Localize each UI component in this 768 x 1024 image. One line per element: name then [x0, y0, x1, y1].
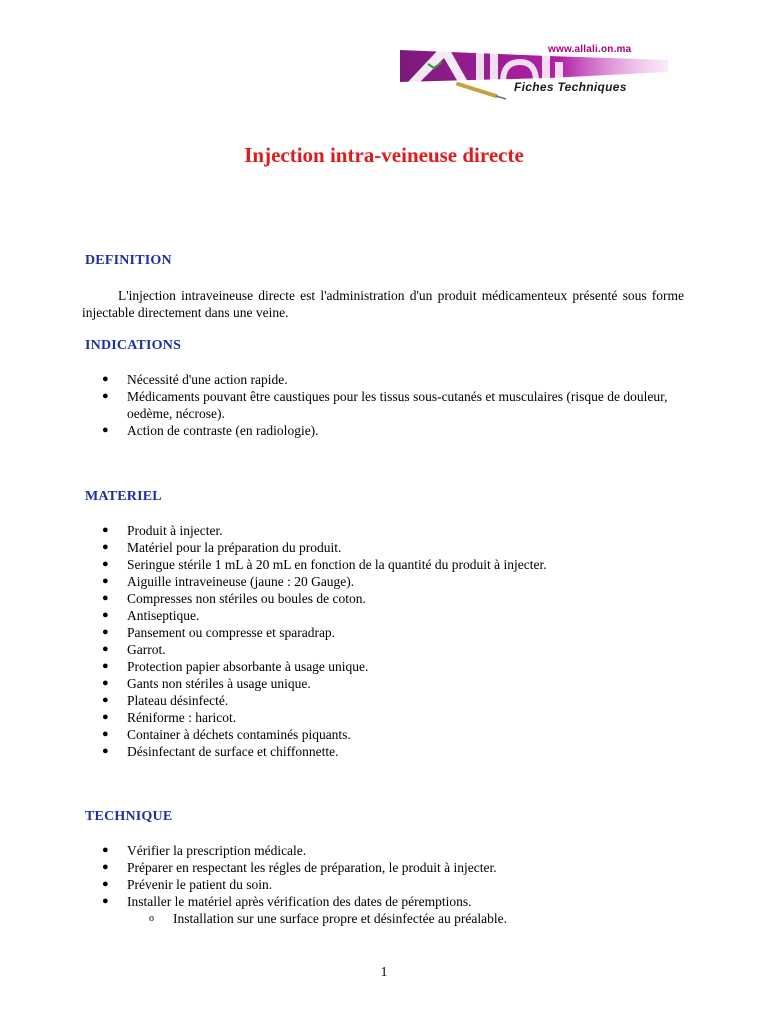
page-number: 1	[380, 964, 388, 979]
bullet-icon: ●	[102, 878, 109, 890]
list-item: ● Réniforme : haricot.	[102, 710, 237, 725]
list-item: ● Désinfectant de surface et chiffonnette.	[102, 744, 339, 759]
list-item: ● Vérifier la prescription médicale.	[102, 843, 307, 858]
list-item: ● Aiguille intraveineuse (jaune : 20 Gauge).	[102, 574, 355, 589]
list-item: ● Gants non stériles à usage unique.	[102, 676, 311, 691]
bullet-icon: ●	[102, 711, 109, 723]
list-item: ● Garrot.	[102, 642, 166, 657]
list-item: ● Compresses non stériles ou boules de coton.	[102, 591, 366, 606]
indications-list	[82, 371, 682, 439]
bullet-icon: ●	[102, 541, 109, 553]
bullet-icon: ●	[102, 861, 109, 873]
technique-heading: TECHNIQUE	[85, 809, 173, 824]
bullet-icon: ●	[102, 677, 109, 689]
technique-sublist	[82, 910, 682, 927]
bullet-icon: ●	[102, 424, 109, 436]
bullet-icon: ●	[102, 592, 109, 604]
definition-paragraph	[82, 287, 684, 321]
bullet-icon: ●	[102, 745, 109, 757]
list-item: ● Pansement ou compresse et sparadrap.	[102, 625, 336, 640]
bullet-icon: ●	[102, 390, 109, 402]
sub-list-item: o Installation sur une surface propre et désinfectée au préalable.	[149, 911, 507, 926]
list-item: ● Matériel pour la préparation du produit.	[102, 540, 342, 555]
bullet-icon: ●	[102, 844, 109, 856]
materiel-list	[82, 522, 682, 760]
bullet-icon: ●	[102, 694, 109, 706]
bullet-icon: ●	[102, 373, 109, 385]
list-item: ● Antiseptique.	[102, 608, 200, 623]
list-item: ● Médicaments pouvant être caustiques pour les tissus sous-cutanés et musculaires (risque de douleur, oedème, nécrose).	[102, 389, 668, 421]
materiel-heading: MATERIEL	[85, 489, 162, 504]
bullet-icon: ●	[102, 609, 109, 621]
circle-bullet-icon: o	[149, 913, 154, 924]
bullet-icon: ●	[102, 895, 109, 907]
list-item: ● Seringue stérile 1 mL à 20 mL en fonction de la quantité du produit à injecter.	[102, 557, 547, 572]
list-item: ● Container à déchets contaminés piquants.	[102, 727, 351, 742]
list-item: ● Plateau désinfecté.	[102, 693, 229, 708]
list-item: ● Action de contraste (en radiologie).	[102, 423, 319, 438]
list-item: ● Installer le matériel après vérification des dates de péremptions.	[102, 894, 472, 909]
technique-list	[82, 842, 682, 910]
bullet-icon: ●	[102, 728, 109, 740]
bullet-icon: ●	[102, 660, 109, 672]
list-item: ● Nécessité d'une action rapide.	[102, 372, 288, 387]
logo-tagline: Fiches Techniques	[514, 80, 627, 94]
list-item: ● Préparer en respectant les régles de préparation, le produit à injecter.	[102, 860, 497, 875]
document-title: Injection intra-veineuse directe	[244, 143, 524, 167]
list-item: ● Produit à injecter.	[102, 523, 223, 538]
definition-text: L'injection intraveineuse directe est l'administration d'un produit médicamenteux présenté sous forme injectable directement dans une veine.	[82, 288, 684, 320]
definition-heading: DEFINITION	[85, 253, 172, 268]
list-item: ● Prévenir le patient du soin.	[102, 877, 273, 892]
list-item: ● Protection papier absorbante à usage unique.	[102, 659, 369, 674]
logo-url[interactable]: www.allali.on.ma	[548, 44, 632, 55]
bullet-icon: ●	[102, 558, 109, 570]
logo-graphic	[398, 42, 683, 104]
bullet-icon: ●	[102, 626, 109, 638]
allali-logo[interactable]	[398, 42, 683, 104]
bullet-icon: ●	[102, 524, 109, 536]
indications-heading: INDICATIONS	[85, 338, 182, 353]
bullet-icon: ●	[102, 575, 109, 587]
bullet-icon: ●	[102, 643, 109, 655]
